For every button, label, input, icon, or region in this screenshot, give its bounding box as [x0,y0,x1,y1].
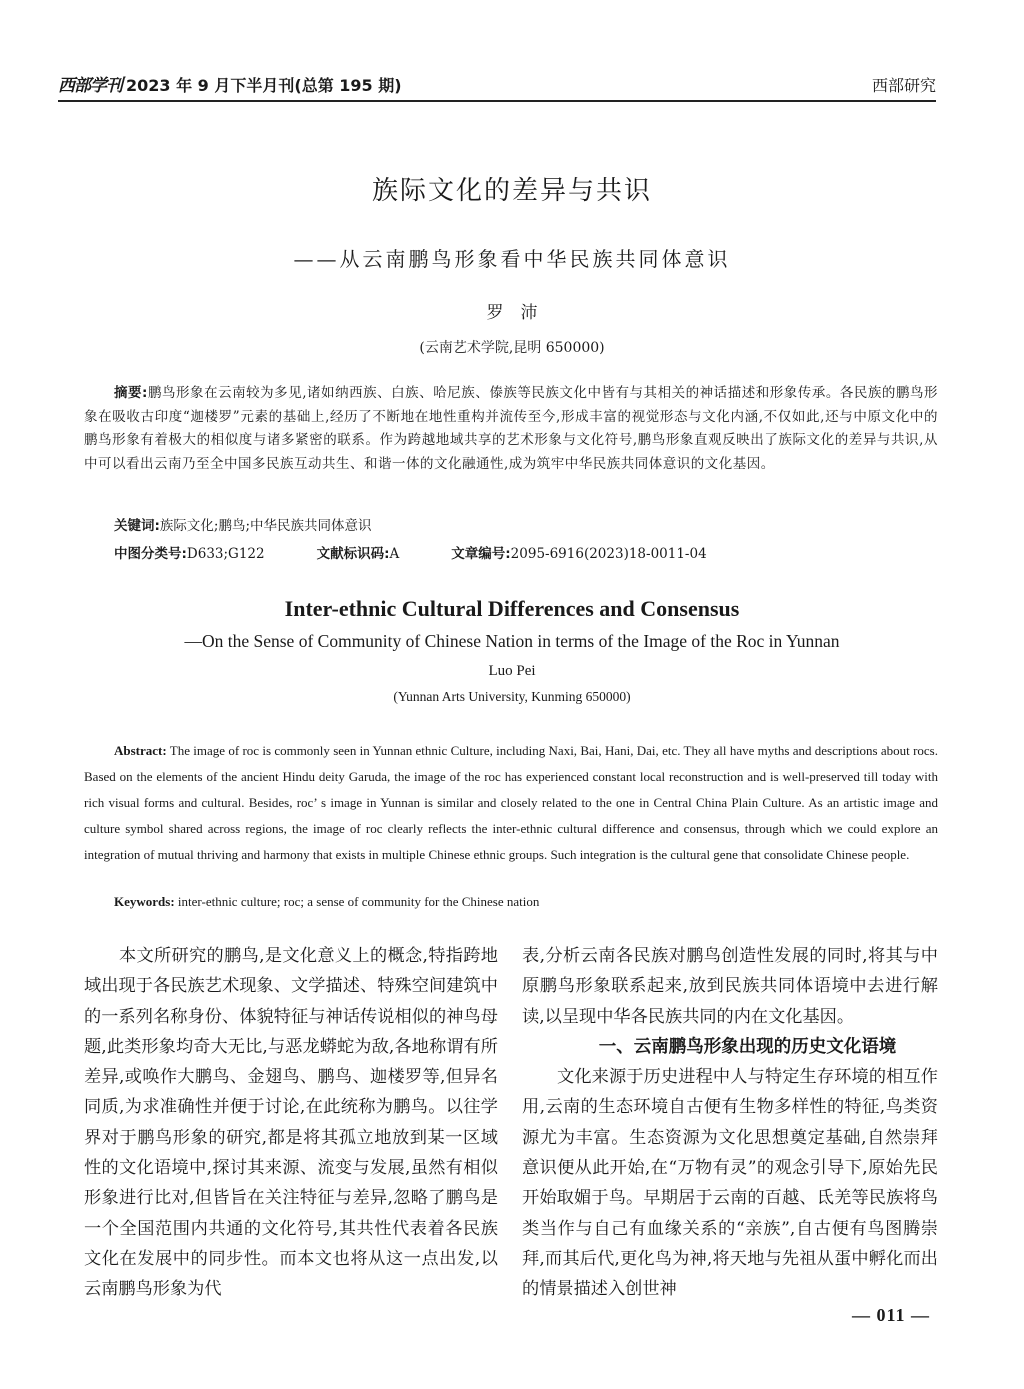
journal-logo: 西部学刊 [58,76,122,96]
abstract-cn-text: 鹏鸟形象在云南较为多见,诸如纳西族、白族、哈尼族、傣族等民族文化中皆有与其相关的神话描述和形象传承。各民族的鹏鸟形象在吸收古印度“迦楼罗”元素的基础上,经历了不断地在地性重构并流传至今,形成丰富的视觉形态与文化内涵,不仅如此,还与中原文化中的鹏鸟形象有着极大的相似度与诸多紧密的联系。作为跨越地域共享的艺术形象与文化符号,鹏鸟形象直观反映出了族际文化的差异与共识,从中可以看出云南乃至全中国多民族互动共生、和谐一体的文化融通性,成为筑牢中华民族共同体意识的文化基因。 [84,385,938,472]
running-header [58,66,936,102]
doc-code-label: 文献标识码: [316,546,390,562]
abstract-en-label: Abstract: [114,743,167,758]
affiliation-cn: (云南艺术学院,昆明 650000) [419,340,605,356]
keywords-en-label: Keywords: [114,894,175,909]
keywords-en-text: inter-ethnic culture; roc; a sense of community for the Chinese nation [174,894,540,909]
body-paragraph: 文化来源于历史进程中人与特定生存环境的相互作用,云南的生态环境自古便有生物多样性的特征,鸟类资源尤为丰富。生态资源为文化思想奠定基础,自然崇拜意识便从此开始,在“万物有灵”的观念引导下,原始先民开始取媚于鸟。早期居于云南的百越、氐羌等民族将鸟类当作与自己有血缘关系的“亲族”,自古便有鸟图腾崇拜,而其后代,更化鸟为神,将天地与先祖从蛋中孵化而出的情景描述入创世神 [522,1067,938,1300]
body-paragraph: 本文所研究的鹏鸟,是文化意义上的概念,特指跨地域出现于各民族艺术现象、文学描述、特殊空间建筑中的一系列名称身份、体貌特征与神话传说相似的神鸟母题,此类形象均奇大无比,与恶龙蟒蛇为敌,各地称谓有所差异,或唤作大鹏鸟、金翅鸟、鹏鸟、迦楼罗等,但异名同质,为求准确性并便于讨论,在此统称为鹏鸟。以往学界对于鹏鸟形象的研究,都是将其孤立地放到某一区域性的文化语境中,探讨其来源、流变与发展,虽然有相似形象进行比对,但皆旨在关注特征与差异,忽略了鹏鸟是一个全国范围内共通的文化符号,其共性代表着各民族文化在发展中的同步性。而本文也将从这一点出发,以云南鹏鸟形象为代 [84,946,498,1300]
abstract-cn [84,382,938,476]
classification-row [114,542,938,562]
article-subtitle-en: —On the Sense of Community of Chinese Nation in terms of the Image of the Roc in Yunnan [184,631,840,651]
journal-info [58,71,402,96]
section-name: 西部研究 [871,76,936,95]
clc-label: 中图分类号: [114,546,187,562]
article-title-cn: 族际文化的差异与共识 [371,176,652,206]
abstract-en-text: The image of roc is commonly seen in Yunnan ethnic Culture, including Naxi, Bai, Hani, Dai, etc. They all have myths and descriptions about rocs. Based on the elements of the ancient Hindu deity Garuda, the image of the roc has experienced constant local reconstruction and is well-preserved till today with rich visual forms and cultural. Besides, roc’ s image in Yunnan is similar and closely related to the one in Central China Plain Culture. As an artistic image and culture symbol shared across regions, the image of roc clearly reflects the inter-ethnic cultural difference and consensus, through which we could explore an integration of mutual thriving and harmony that exists in multiple Chinese ethnic groups. Such integration is the cultural gene that consolidate Chinese people. [84,743,938,862]
affiliation-en: (Yunnan Arts University, Kunming 650000) [393,689,631,704]
article-number [451,542,706,562]
article-number-value: 2095-6916(2023)18-0011-04 [510,546,707,562]
author-en: Luo Pei [488,663,536,679]
article-number-label: 文章编号: [451,546,511,562]
document-code [317,542,400,562]
section-heading: 一、云南鹏鸟形象出现的历史文化语境 [598,1036,897,1057]
body-column-right [522,941,938,1305]
issue-info: 2023 年 9 月下半月刊(总第 195 期) [126,76,402,95]
keywords-en [114,894,539,910]
article-title-en: Inter-ethnic Cultural Differences and Consensus [284,596,740,621]
author-cn: 罗 沛 [486,303,538,323]
keywords-cn-text: 族际文化;鹏鸟;中华民族共同体意识 [159,518,372,534]
doc-code-value: A [389,546,400,562]
body-paragraph-continued: 表,分析云南各民族对鹏鸟创造性发展的同时,将其与中原鹏鸟形象联系起来,放到民族共同体语境中去进行解读,以呈现中华各民族共同的内在文化基因。 [522,946,938,1027]
keywords-cn-label: 关键词: [114,518,160,534]
keywords-cn [114,514,372,534]
article-subtitle-cn: ——从云南鹏鸟形象看中华民族共同体意识 [293,247,731,271]
clc-value: D633;G122 [186,546,265,562]
page-number: — 011 — [851,1305,930,1325]
body-column-left [84,941,498,1305]
abstract-en [84,738,938,868]
abstract-cn-label: 摘要: [114,385,148,401]
clc-number [114,542,265,562]
